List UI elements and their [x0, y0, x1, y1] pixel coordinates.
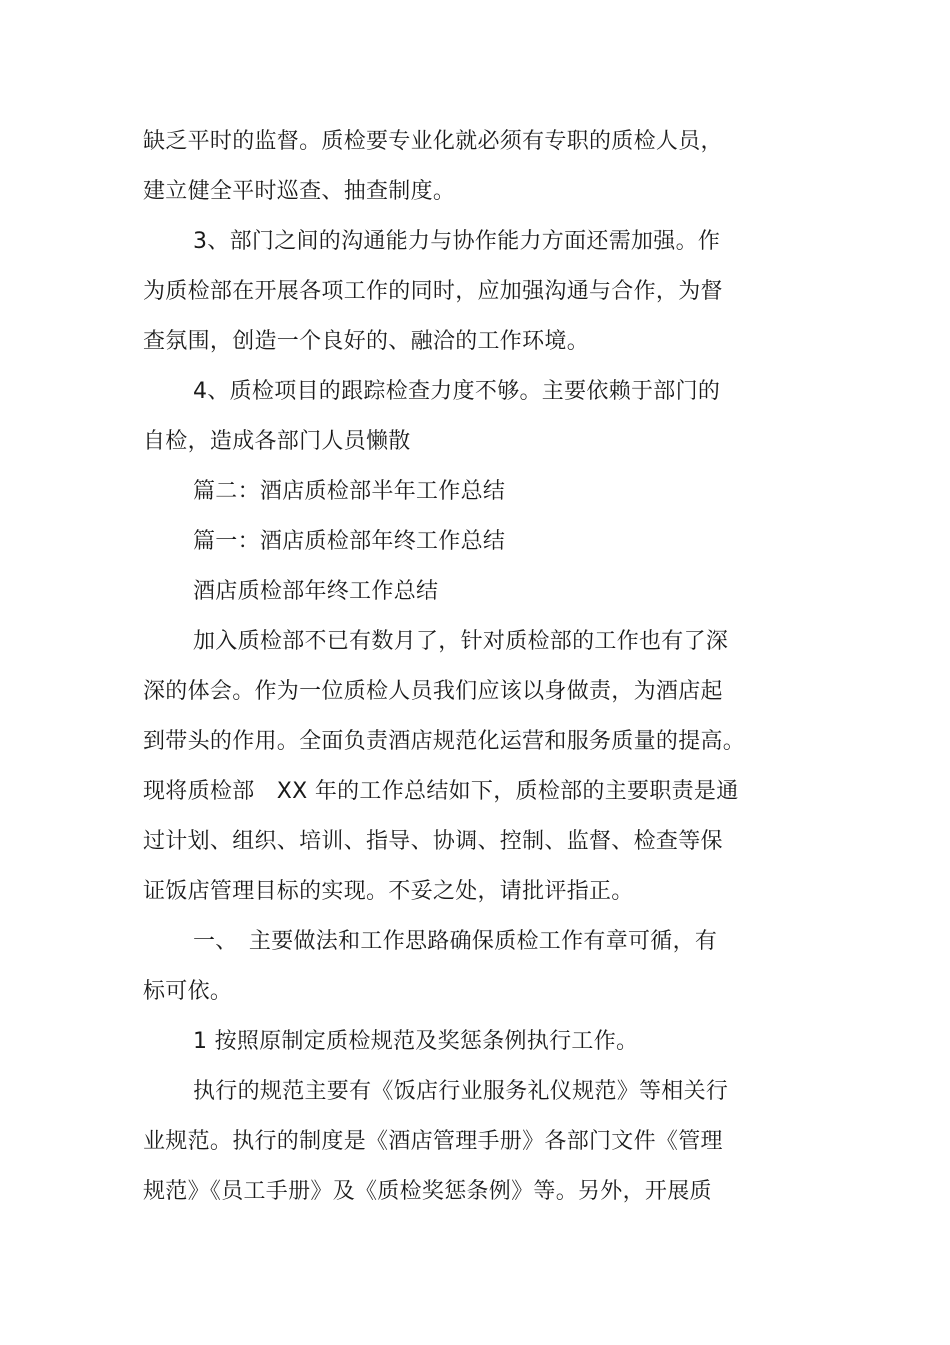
text-line-12: 深的体会。作为一位质检人员我们应该以身做责，为酒店起: [143, 679, 723, 704]
text-line-3: 3、部门之间的沟通能力与协作能力方面还需加强。作: [193, 229, 721, 254]
text-line-19: 1 按照原制定质检规范及奖惩条例执行工作。: [193, 1029, 639, 1054]
text-line-17: 一、 主要做法和工作思路确保质检工作有章可循，有: [193, 929, 718, 954]
text-line-21: 业规范。执行的制度是《酒店管理手册》各部门文件《管理: [143, 1129, 723, 1154]
text-line-16: 证饭店管理目标的实现。不妥之处，请批评指正。: [143, 879, 634, 904]
text-line-18: 标可依。: [143, 979, 233, 1004]
text-line-2: 建立健全平时巡查、抽查制度。: [143, 179, 456, 204]
text-line-15: 过计划、组织、培训、指导、协调、控制、监督、检查等保: [143, 829, 723, 854]
text-line-20: 执行的规范主要有《饭店行业服务礼仪规范》等相关行: [193, 1079, 729, 1104]
text-line-10: 酒店质检部年终工作总结: [193, 579, 439, 604]
text-line-13: 到带头的作用。全面负责酒店规范化运营和服务质量的提高。: [143, 729, 746, 754]
text-line-9: 篇一：酒店质检部年终工作总结: [193, 529, 506, 554]
text-line-14: 现将质检部 XX 年的工作总结如下，质检部的主要职责是通: [143, 779, 739, 804]
text-line-6: 4、质检项目的跟踪检查力度不够。主要依赖于部门的: [193, 379, 721, 404]
text-line-11: 加入质检部不已有数月了，针对质检部的工作也有了深: [193, 629, 729, 654]
text-line-1: 缺乏平时的监督。质检要专业化就必须有专职的质检人员，: [143, 129, 723, 154]
text-line-7: 自检，造成各部门人员懒散: [143, 429, 411, 454]
text-line-5: 查氛围，创造一个良好的、融洽的工作环境。: [143, 329, 590, 354]
text-line-8: 篇二：酒店质检部半年工作总结: [193, 479, 506, 504]
text-line-4: 为质检部在开展各项工作的同时，应加强沟通与合作，为督: [143, 279, 723, 304]
text-line-22: 规范》《员工手册》及《质检奖惩条例》等。另外，开展质: [143, 1179, 712, 1204]
